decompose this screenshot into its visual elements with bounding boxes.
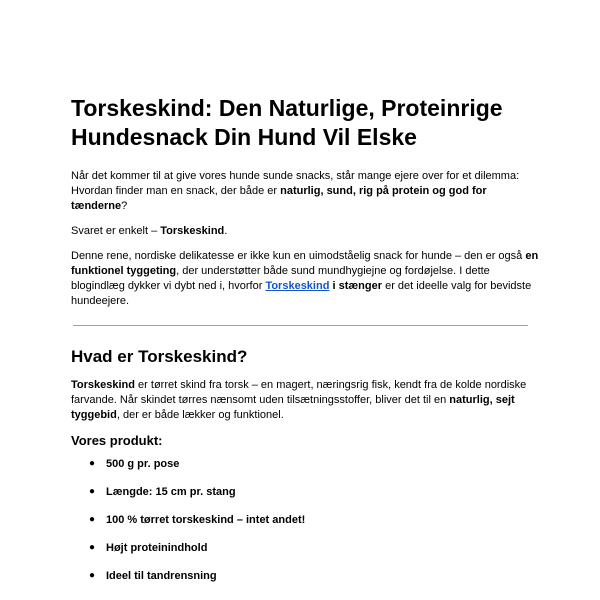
list-item-text: Længde: 15 cm pr. stang xyxy=(106,486,236,498)
list-item xyxy=(71,541,541,555)
section-paragraph xyxy=(71,378,541,423)
list-item xyxy=(71,513,541,527)
bullet-icon: ● xyxy=(89,542,96,553)
intro-p3-text-2: , der understøtter både sund mundhygiejne og fordøjelse. I dette blogindlæg dykker vi dybt ned i, hvorfor xyxy=(71,265,490,292)
intro-p1-bold: naturlig, sund, rig på protein og god for tænderne xyxy=(71,185,487,212)
intro-p3-bold-1: en funktionel tyggeting xyxy=(71,250,539,277)
bullet-icon: ● xyxy=(89,570,96,581)
list-item-text: 500 g pr. pose xyxy=(106,458,180,470)
list-item xyxy=(71,485,541,499)
horizontal-divider xyxy=(73,325,528,326)
intro-paragraph-2 xyxy=(71,224,541,239)
torskeskind-link[interactable]: Torskeskind xyxy=(265,280,330,292)
bullet-icon: ● xyxy=(89,486,96,497)
intro-p3-text-1: Denne rene, nordiske delikatesse er ikke kun en uimodståelig snack for hunde – den er også xyxy=(71,250,526,262)
section-p-text-1: er tørret skind fra torsk – en magert, næringsrig fisk, kendt fra de kolde nordiske farvande. Når skindet tørres nænsomt uden tilsætningsstoffer, bliver det til en xyxy=(71,379,527,406)
intro-p3-bold-2: i stænger xyxy=(329,280,383,292)
intro-p2-bold: Torskeskind xyxy=(160,225,225,237)
intro-p2-text: Svaret er enkelt – xyxy=(71,225,161,237)
intro-p3-text-3: er det ideelle valg for bevidste hundeejere. xyxy=(71,280,532,307)
intro-paragraph-3 xyxy=(71,249,541,309)
list-item-text: 100 % tørret torskeskind – intet andet! xyxy=(106,514,306,526)
bullet-icon: ● xyxy=(89,458,96,469)
intro-p2-end: . xyxy=(224,225,228,237)
product-list xyxy=(71,457,541,583)
section-heading: Hvad er Torskeskind? xyxy=(71,347,248,366)
product-subheading: Vores produkt: xyxy=(71,433,163,448)
list-item xyxy=(71,457,541,471)
intro-p1-end: ? xyxy=(121,200,128,212)
list-item-text: Højt proteinindhold xyxy=(106,542,208,554)
list-item xyxy=(71,569,541,583)
article-title: Torskeskind: Den Naturlige, Proteinrige Hundesnack Din Hund Vil Elske xyxy=(71,95,503,150)
section-p-bold-1: Torskeskind xyxy=(71,379,135,391)
section-p-text-2: , der er både lækker og funktionel. xyxy=(116,409,284,421)
intro-p1-text: Når det kommer til at give vores hunde sunde snacks, står mange ejere over for et dilemma: Hvordan finder man en snack, der både er xyxy=(71,170,520,197)
bullet-icon: ● xyxy=(89,514,96,525)
list-item-text: Ideel til tandrensning xyxy=(106,570,217,582)
intro-paragraph-1 xyxy=(71,169,541,214)
section-p-bold-2: naturlig, sejt tyggebid xyxy=(71,394,515,421)
